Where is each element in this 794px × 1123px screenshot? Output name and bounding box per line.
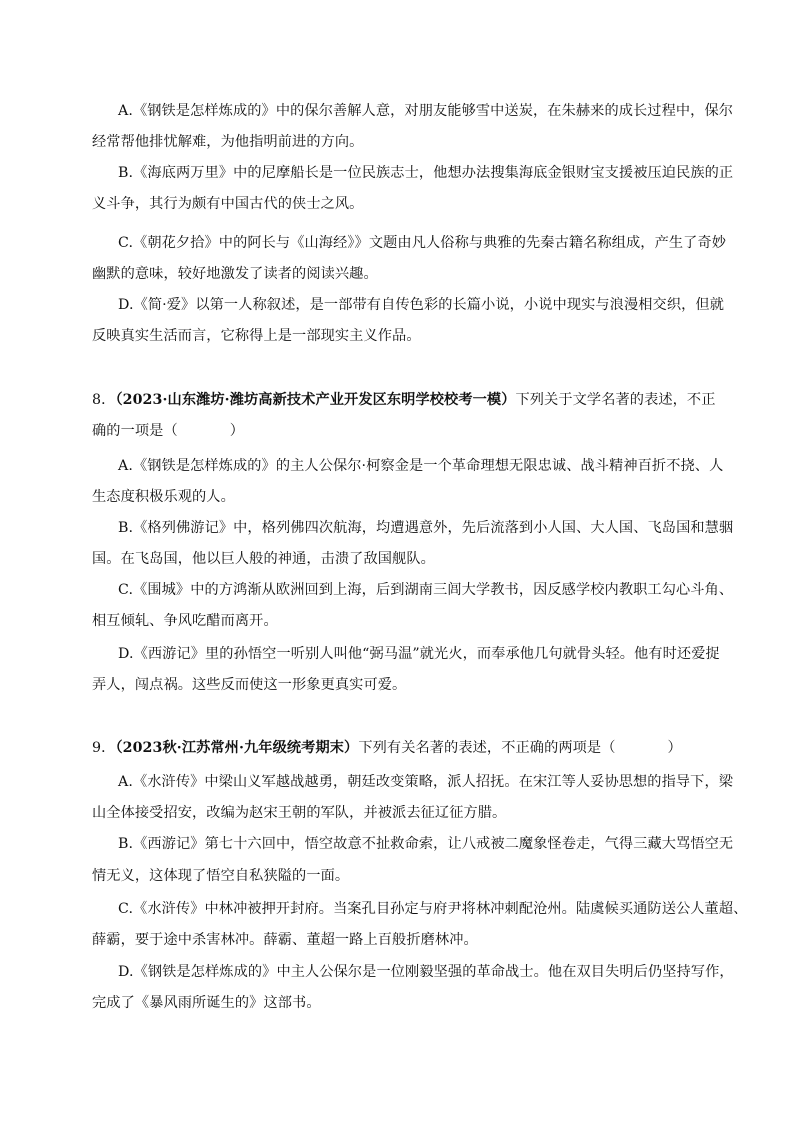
q7-option-b-line1: B.《海底两万里》中的尼摩船长是一位民族志士，他想办法搜集海底金银财宝支援被压迫民族的正	[118, 165, 734, 181]
q8-option-a-line2: 生态度积极乐观的人。	[92, 489, 235, 505]
q8-option-d-line2: 弄人，闯点祸。这些反而使这一形象更真实可爱。	[92, 677, 407, 693]
q9-stem-pre: 下列有关名著的表述，不正确的两项是（	[358, 740, 616, 756]
q9-stem	[92, 738, 682, 758]
q8-option-c-line2: 相互倾轧、争风吃醋而离开。	[92, 613, 278, 629]
q9-stem-post: ）	[667, 740, 682, 756]
q9-source: （2023秋·江苏常州·九年级统考期末）	[115, 740, 359, 756]
q7-option-d-line2: 反映真实生活而言，它称得上是一部现实主义作品。	[92, 328, 421, 344]
q9-option-c-line1: C.《水浒传》中林冲被押开封府。当案孔目孙定与府尹将林冲刺配沧州。陆虞候买通防送公人董超、	[118, 901, 748, 917]
q8-stem-part1: 下列关于文学名著的表述，不正	[515, 392, 716, 408]
q8-stem-line1	[92, 390, 716, 410]
q8-option-d-line1: D.《西游记》里的孙悟空一听别人叫他“弼马温”就光火，而奉承他几句就骨头轻。他有时还爱捉	[118, 646, 720, 662]
q8-option-b-line2: 国。在飞岛国，他以巨人般的神通，击溃了敌国舰队。	[92, 551, 435, 567]
q9-option-b-line1: B.《西游记》第七十六回中，悟空故意不扯救命索，让八戒被二魔象怪卷走，气得三藏大骂悟空无	[118, 836, 734, 852]
q9-option-a-line2: 山全体接受招安，改编为赵宋王朝的军队，并被派去征辽征方腊。	[92, 805, 507, 821]
q8-stem-part2-post: ）	[229, 423, 245, 439]
q9-option-c-line2: 薛霸，要于途中杀害林冲。薛霸、董超一路上百般折磨林冲。	[92, 932, 478, 948]
q7-option-d-line1: D.《简·爱》以第一人称叙述，是一部带有自传色彩的长篇小说，小说中现实与浪漫相交织，但就	[118, 297, 724, 313]
q8-source: （2023·山东潍坊·潍坊高新技术产业开发区东明学校校考一模）	[115, 392, 516, 408]
q9-option-d-line1: D.《钢铁是怎样炼成的》中主人公保尔是一位刚毅坚强的革命战士。他在双目失明后仍坚持写作，	[118, 964, 734, 980]
q9-option-a-line1: A.《水浒传》中梁山义军越战越勇，朝廷改变策略，派人招抚。在宋江等人妥协思想的指导下，梁	[118, 774, 734, 790]
q8-option-c-line1: C.《围城》中的方鸿渐从欧洲回到上海，后到湖南三闾大学教书，因反感学校内教职工勾心斗角、	[118, 582, 734, 598]
q8-stem-part2-pre: 确的一项是（	[92, 423, 178, 439]
q9-option-b-line2: 情无义，这体现了悟空自私狭隘的一面。	[92, 868, 350, 884]
q7-option-c-line2: 幽默的意味，较好地激发了读者的阅读兴趣。	[92, 266, 378, 282]
q7-option-a-line1: A.《钢铁是怎样炼成的》中的保尔善解人意，对朋友能够雪中送炭，在朱赫来的成长过程中，保尔	[118, 103, 734, 119]
q9-number: 9．	[92, 740, 116, 756]
q8-option-b-line1: B.《格列佛游记》中，格列佛四次航海，均遭遇意外，先后流落到小人国、大人国、飞岛国和慧骃	[118, 520, 734, 536]
q8-stem-line2	[92, 421, 244, 441]
q7-option-a-line2: 经常帮他排忧解难，为他指明前进的方向。	[92, 134, 364, 150]
q8-option-a-line1: A.《钢铁是怎样炼成的》的主人公保尔·柯察金是一个革命理想无限忠诚、战斗精神百折不挠、人	[118, 458, 724, 474]
q8-number: 8．	[92, 392, 116, 408]
q7-option-c-line1: C.《朝花夕拾》中的阿长与《山海经》》文题由凡人俗称与典雅的先秦古籍名称组成，产生了奇妙	[118, 235, 727, 251]
q7-option-b-line2: 义斗争，其行为颇有中国古代的侠士之风。	[92, 196, 364, 212]
q9-option-d-line2: 完成了《暴风雨所诞生的》这部书。	[92, 995, 321, 1011]
